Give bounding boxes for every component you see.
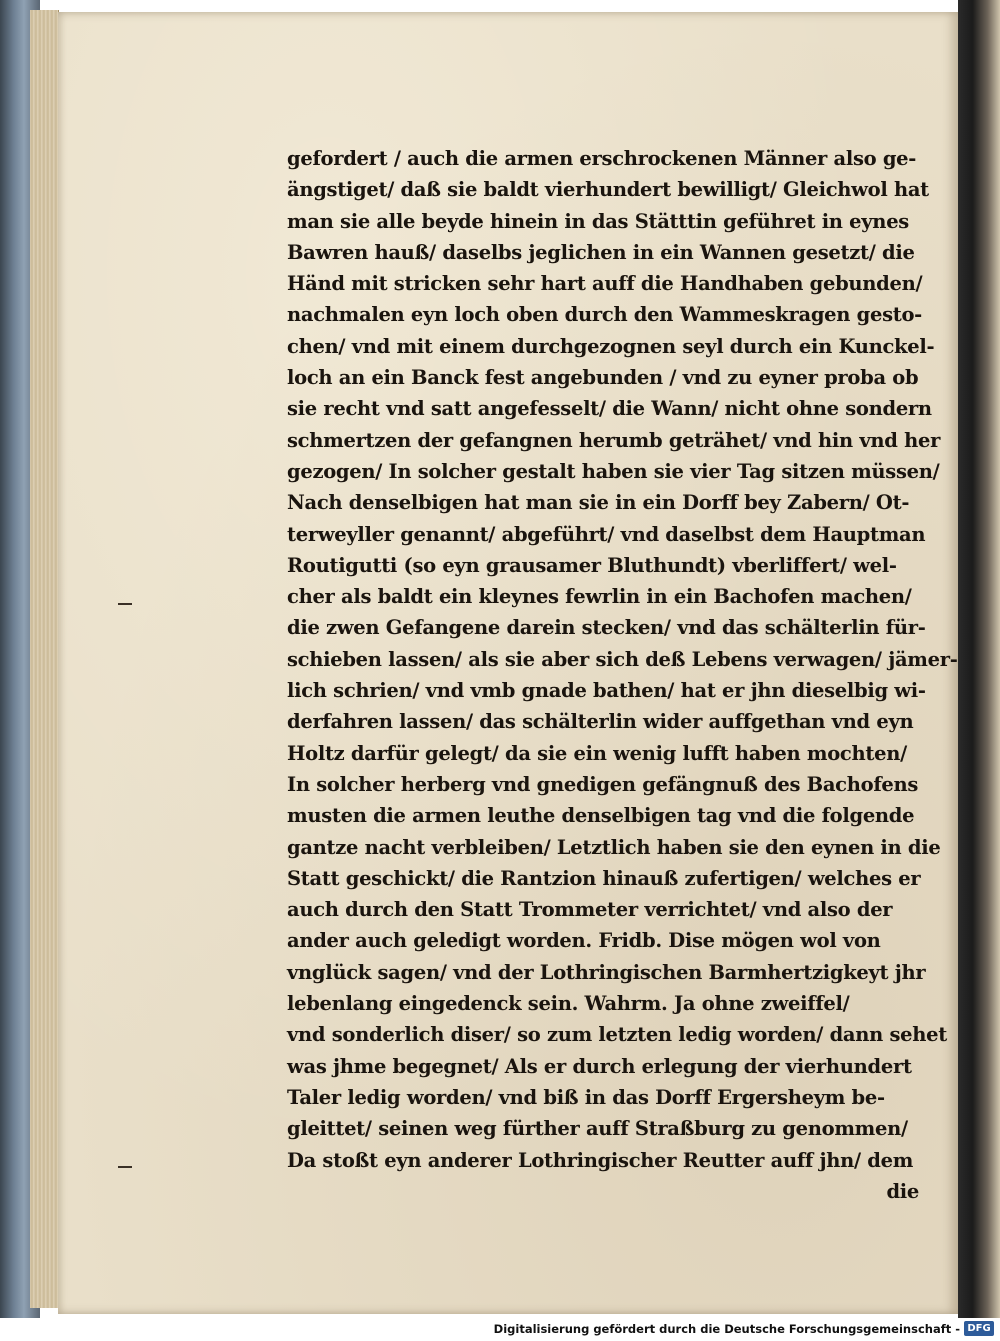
text-line: schieben lassen/ als sie aber sich deß Lebens verwagen/ jämer- (287, 647, 958, 671)
text-line: auch durch den Statt Trommeter verrichtet/ vnd also der (287, 898, 893, 922)
text-line: was jhme begegnet/ Als er durch erlegung der vierhundert (287, 1054, 912, 1078)
text-line: vnd sonderlich diser/ so zum letzten ledig worden/ dann sehet (287, 1023, 947, 1047)
text-line: ander auch geledigt worden. Fridb. Dise mögen wol von (287, 929, 881, 953)
text-line: Taler ledig worden/ vnd biß in das Dorff Ergersheym be- (287, 1085, 885, 1109)
text-line: ängstiget/ daß sie baldt vierhundert bewilligt/ Gleichwol hat (287, 178, 929, 202)
catchword: die (886, 1179, 919, 1203)
text-line: Holtz darfür gelegt/ da sie ein wenig lufft haben mochten/ (287, 741, 907, 765)
text-line: vnglück sagen/ vnd der Lothringischen Barmhertzigkeyt jhr (287, 960, 926, 984)
text-line: Routigutti (so eyn grausamer Bluthundt) vberliffert/ wel- (287, 553, 897, 577)
text-line: die zwen Gefangene darein stecken/ vnd das schälterlin für- (287, 616, 926, 640)
page-stack-edge (30, 10, 59, 1308)
text-line: loch an ein Banck fest angebunden / vnd zu eyner proba ob (287, 366, 919, 390)
text-line: gezogen/ In solcher gestalt haben sie vier Tag sitzen müssen/ (287, 459, 940, 483)
book-gutter (958, 0, 1000, 1318)
page-text-block (287, 143, 958, 1207)
text-line: Statt geschickt/ die Rantzion hinauß zufertigen/ welches er (287, 866, 921, 890)
text-line: derfahren lassen/ das schälterlin wider auffgethan vnd eyn (287, 710, 914, 734)
text-line: In solcher herberg vnd gnedigen gefängnuß des Bachofens (287, 772, 919, 796)
text-line: man sie alle beyde hinein in das Stätttin geführet in eynes (287, 209, 909, 233)
text-line: lich schrien/ vnd vmb gnade bathen/ hat er jhn dieselbig wi- (287, 679, 926, 703)
text-line: schmertzen der gefangnen herumb geträhet/ vnd hin vnd her (287, 428, 941, 452)
text-line: Händ mit stricken sehr hart auff die Handhaben gebunden/ (287, 272, 923, 296)
text-line: nachmalen eyn loch oben durch den Wammeskragen gesto- (287, 303, 922, 327)
text-line: sie recht vnd satt angefesselt/ die Wann/ nicht ohne sondern (287, 397, 932, 421)
dfg-logo-icon[interactable]: DFG (964, 1321, 994, 1336)
text-line: chen/ vnd mit einem durchgezognen seyl durch ein Kunckel- (287, 334, 935, 358)
text-line: Nach denselbigen hat man sie in ein Dorff bey Zabern/ Ot- (287, 491, 910, 515)
text-line: gefordert / auch die armen erschrockenen Männer also ge- (287, 147, 917, 170)
text-line: cher als baldt ein kleynes fewrlin in ein Bachofen machen/ (287, 585, 912, 609)
text-line: lebenlang eingedenck sein. Wahrm. Ja ohne zweiffel/ (287, 992, 850, 1016)
text-line: gleittet/ seinen weg fürther auff Straßburg zu genommen/ (287, 1117, 908, 1141)
margin-mark (118, 1166, 132, 1168)
text-line: Bawren hauß/ daselbs jeglichen in ein Wannen gesetzt/ die (287, 240, 915, 264)
footer-bar (0, 1318, 1000, 1341)
text-line: musten die armen leuthe denselbigen tag vnd die folgende (287, 804, 915, 828)
text-line: terweyller genannt/ abgeführt/ vnd daselbst dem Hauptman (287, 522, 926, 546)
text-line: gantze nacht verbleiben/ Letztlich haben sie den eynen in die (287, 835, 941, 859)
funding-credit: Digitalisierung gefördert durch die Deutsche Forschungsgemeinschaft - (493, 1322, 960, 1336)
margin-mark (118, 603, 132, 605)
text-line: Da stoßt eyn anderer Lothringischer Reutter auff jhn/ dem (287, 1148, 914, 1172)
